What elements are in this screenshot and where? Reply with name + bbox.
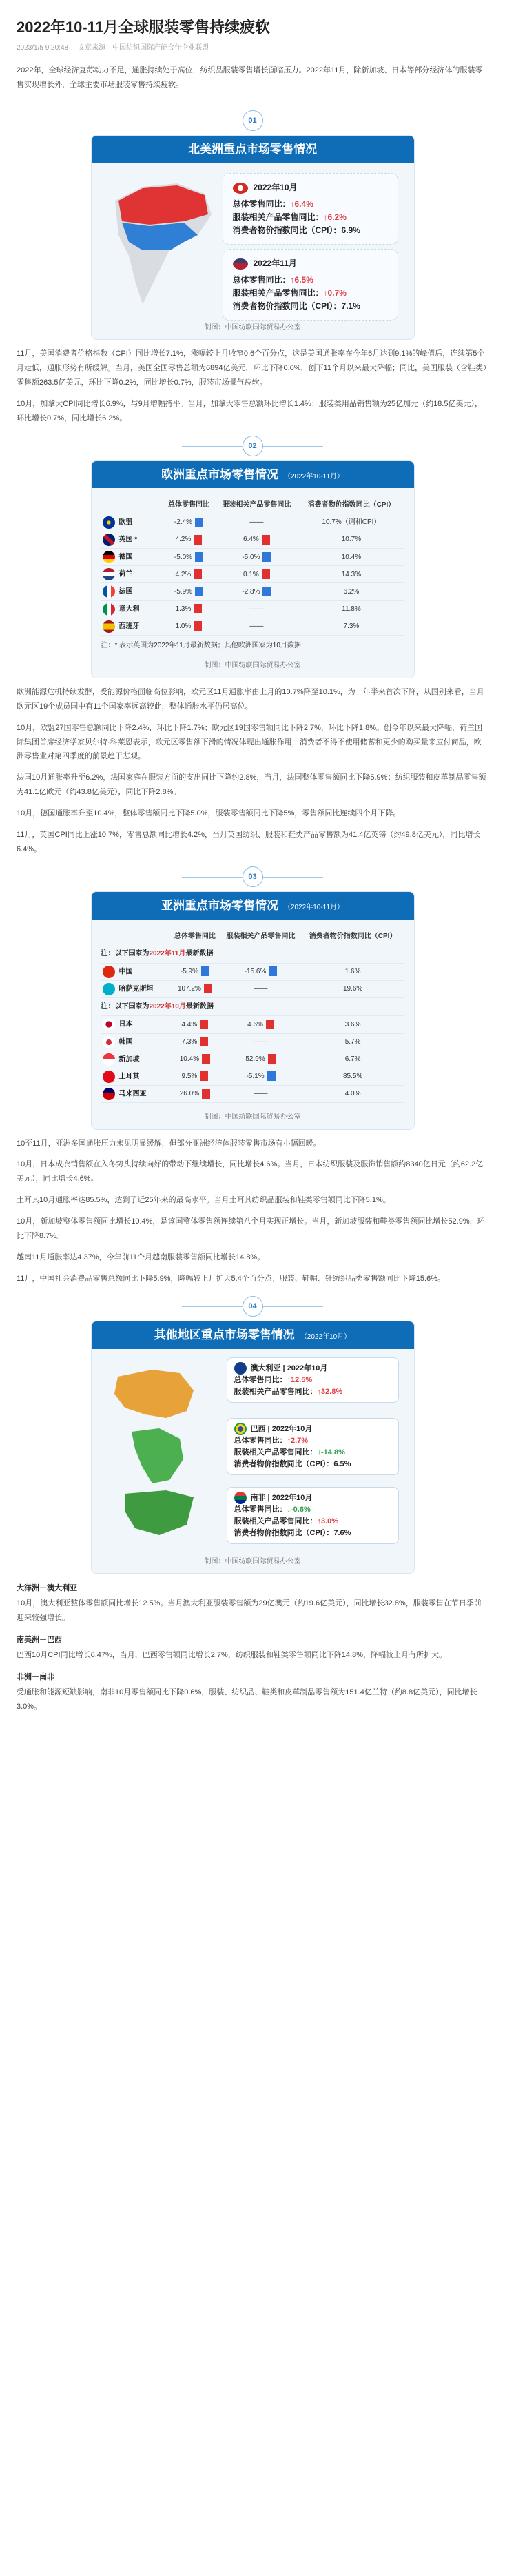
cell-cpi: 10.7%（调和CPI）: [322, 518, 381, 527]
article-source: 文章来源：中国纺织国际产能合作企业联盟: [78, 43, 209, 52]
article-lede: 2022年，全球经济复苏动力不足，通胀持续处于高位，纺织品服装零售增长面临压力。2022年11月，除新加坡、日本等部分经济体的服装零售实现增长外，全球主要市场服装零售持续疲软。: [17, 66, 483, 89]
asia-panel: 亚洲重点市场零售情况 （2022年10-11月） 总体零售同比 服装相关产品零售同比 消费者物价指数同比（CPI） 注：以下国家为2022年11月最新数据 中国 -5.9% -15.6% 1.6% 哈萨克斯坦 107.2% —— 19.6% 注：以下国家为2022年10月最新数据 日本 4.4% 4.6% 3.6% 韩国 7.3% —— 5.7% 新加坡 10.4% 52.9% 6.7% 土耳其 9.5% -5.1% 85.5% 马来西亚 26.0% —— 4.0% 制图：中国纺联国际贸易办公室: [91, 891, 415, 1130]
up-bar-icon: [194, 604, 202, 613]
australia-flag-icon: [234, 1362, 247, 1375]
up-bar-icon: [268, 1054, 276, 1064]
cell-apparel: -15.6%: [244, 967, 267, 975]
cell-apparel: ——: [254, 985, 268, 993]
country-flag-icon: [103, 1018, 115, 1031]
cell-cpi: 85.5%: [342, 1073, 363, 1081]
up-bar-icon: [266, 1020, 274, 1029]
paragraph: 10月，日本成衣销售额在入冬势头持续向好的带动下继续增长，同比增长4.6%。当月，日本纺织服装及服饰销售额约8340亿日元（约62.2亿美元），同比增长4.6%。: [17, 1160, 484, 1184]
up-bar-icon: [200, 1071, 208, 1081]
table-row: 哈萨克斯坦 107.2% —— 19.6%: [101, 980, 404, 997]
cell-total: 10.4%: [179, 1055, 200, 1063]
country-flag-icon: [103, 1053, 115, 1066]
country-flag-icon: [103, 966, 115, 978]
section-badge-01: 01: [17, 110, 488, 131]
down-bar-icon: [195, 587, 203, 596]
paragraph: 10月，欧盟27国零售总额同比下降2.4%，环比下降1.7%；欧元区19国零售额同比下降2.7%，环比下降1.8%。创今年以来最大降幅，荷兰国际集团首席经济学家贝尔特·科莱恩表示，欧元区零售额下滑的情况体现出通胀作用，消费者不得不使用储蓄和更少的购买量来应付商品，欧洲零售业对第四季度的前景趋于悲观。: [17, 723, 482, 761]
up-bar-icon: [200, 1020, 208, 1029]
table-row: 英国 * 4.2% 6.4% 10.7%: [101, 531, 404, 549]
paragraph: 11月，美国消费者价格指数（CPI）同比增长7.1%，涨幅较上月收窄0.6个百分点，这是美国通胀率在今年6月达到9.1%的峰值后，连续第5个月走低，通胀形势有所缓解。当月，美国全国零售总额为6894亿美元，环比下降0.6%，创下11个月以来最大降幅；同比，美国服装（含鞋类）零售额263.5亿美元，环比下降0.2%，同比增长0.7%，服装市场景气疲软。: [17, 349, 487, 387]
table-row: 法国 -5.9% -2.8% 6.2%: [101, 583, 404, 600]
paragraph: 11月，中国社会消费品零售总额同比下降5.9%，降幅较上月扩大5.4个百分点；服装、鞋帽、针纺织品类零售额同比下降15.6%。: [17, 1274, 445, 1283]
paragraph: 10月，新加坡整体零售额同比增长10.4%，是该国整体零售额连续第八个月实现正增长。当月，新加坡服装和鞋类零售额同比增长52.9%，环比下降8.7%。: [17, 1217, 485, 1241]
table-row: 日本 4.4% 4.6% 3.6%: [101, 1016, 404, 1033]
south-africa-flag-icon: [234, 1492, 247, 1504]
paragraph: 法国10月通胀率升至6.2%，法国家庭在服装方面的支出同比下降约2.8%，当月，法国整体零售额同比下降5.9%；纺织服装和皮革制品零售额为41.1亿欧元（约43.8亿美元），同比下降2.8%。: [17, 773, 486, 797]
cell-total: 26.0%: [179, 1090, 200, 1098]
paragraph: 10月，澳大利亚整体零售额同比增长12.5%。当月澳大利亚服装零售额为29亿澳元（约19.6亿美元），同比增长32.8%，服装零售在节日季前迎来较强增长。: [17, 1599, 482, 1623]
down-bar-icon: [195, 518, 203, 527]
chart-credit: 制图：中国纺联国际贸易办公室: [92, 322, 414, 340]
down-bar-icon: [269, 966, 277, 976]
paragraph: 11月，英国CPI同比上涨10.7%，零售总额同比增长4.2%，当月英国纺织、服装和鞋类产品零售额为41.4亿英镑（约49.8亿美元），同比增长6.4%。: [17, 831, 481, 853]
article-meta: [17, 38, 488, 59]
up-bar-icon: [194, 621, 202, 631]
country-flag-icon: [103, 585, 115, 598]
country-flag-icon: [103, 983, 115, 995]
europe-panel: 欧洲重点市场零售情况 （2022年10-11月） 总体零售同比 服装相关产品零售同比 消费者物价指数同比（CPI） 欧盟 -2.4% —— 10.7%（调和CPI） 英国 * 4.2% 6.4% 10.7% 德国 -5.0% -5.0% 10.4% 荷兰 4.2% 0.1% 14.3% 法国 -5.9% -2.8% 6.2% 意大利 1.3% —— 11.8% 西班牙 1.0% —— 7.3% 注：* 表示英国为2022年11月最新数据；其他欧洲国家为10月数据 制图：中国纺联国际贸易办公室: [91, 460, 415, 678]
cell-apparel: 0.1%: [243, 570, 259, 578]
section-badge-03: 03: [17, 866, 488, 887]
cell-cpi: 14.3%: [341, 570, 362, 578]
cell-cpi: 19.6%: [342, 985, 363, 993]
up-bar-icon: [194, 535, 202, 545]
panel-title: 北美洲重点市场零售情况: [92, 136, 414, 163]
cell-cpi: 11.8%: [342, 605, 361, 613]
cell-total: 1.0%: [175, 622, 192, 631]
cell-cpi: 7.3%: [343, 622, 360, 631]
paragraph: 受通胀和能源短缺影响，南非10月零售额同比下降0.6%，服装、纺织品、鞋类和皮革制品零售额为151.4亿兰特（约8.8亿美元），同比增长3.0%。: [17, 1688, 477, 1712]
section-badge-04: 04: [17, 1296, 488, 1317]
country-flag-icon: [103, 568, 115, 580]
cell-total: 4.2%: [175, 570, 192, 578]
country-flag-icon: [103, 1088, 115, 1100]
cell-cpi: 4.0%: [344, 1090, 361, 1098]
table-row: 土耳其 9.5% -5.1% 85.5%: [101, 1068, 404, 1085]
paragraph: 越南11月通胀率达4.37%，今年前11个月越南服装零售额同比增长14.8%。: [17, 1252, 265, 1261]
table-row: 马来西亚 26.0% —— 4.0%: [101, 1085, 404, 1102]
table-row: 韩国 7.3% —— 5.7%: [101, 1033, 404, 1051]
other-regions-panel: 其他地区重点市场零售情况 （2022年10月） 澳大利亚 | 2022年10月 总体零售同比：↑12.5% 服装相关产品零售同比：↑32.8% 巴西 | 2022年10月 总体零售同比：↑2.7% 服装相关产品零售同比：↓-14.8% 消费者物价指数同比（CPI）：6.5% 南非 | 2022年10月 总体零售同比：↓-0.6% 服装相关产品零售同比：↑3.0% 消费者物价指数同比（CPI）：7.6% 制图：中国纺联国际贸易办公室: [91, 1321, 415, 1574]
cell-cpi: 6.7%: [344, 1055, 361, 1063]
up-bar-icon: [262, 535, 270, 545]
brazil-card: 巴西 | 2022年10月 总体零售同比：↑2.7% 服装相关产品零售同比：↓-14.8% 消费者物价指数同比（CPI）：6.5%: [227, 1418, 399, 1476]
country-flag-icon: [103, 534, 115, 546]
paragraph: 欧洲能源危机持续发酵，受能源价格面临高位影响，欧元区11月通胀率由上月的10.7%降至10.1%，为一年半来首次下降，从国别来看，当月欧元区19个成员国中有11个国家率远高较此，整体通胀水平仍居高位。: [17, 687, 484, 711]
cell-total: 7.3%: [181, 1037, 198, 1046]
regions-map-icon: [104, 1363, 214, 1542]
table-row: 荷兰 4.2% 0.1% 14.3%: [101, 566, 404, 583]
cell-total: 4.2%: [175, 536, 192, 544]
canada-flag-icon: [233, 183, 248, 194]
usa-flag-icon: [233, 258, 248, 270]
cell-total: -2.4%: [174, 518, 193, 527]
brazil-flag-icon: [234, 1423, 247, 1435]
cell-cpi: 6.2%: [343, 587, 360, 596]
cell-total: -5.9%: [180, 967, 198, 975]
country-flag-icon: [103, 516, 115, 529]
region-heading: 南美洲－巴西: [17, 1636, 62, 1645]
up-bar-icon: [194, 569, 202, 579]
cell-cpi: 5.7%: [344, 1037, 361, 1046]
cell-total: 9.5%: [181, 1073, 198, 1081]
table-row: 西班牙 1.0% —— 7.3%: [101, 618, 404, 635]
paragraph: 10月，德国通胀率升至10.4%，整体零售额同比下降5.0%，服装零售额同比下降5%，零售额同比连续四个月下降。: [17, 809, 401, 818]
cell-apparel: ——: [249, 518, 264, 527]
paragraph: 巴西10月CPI同比增长6.47%，当月，巴西零售额同比增长2.7%，纺织服装和鞋类零售额同比下降14.8%，降幅较上月有所扩大。: [17, 1651, 447, 1660]
cell-apparel: -5.1%: [246, 1073, 265, 1081]
table-row: 意大利 1.3% —— 11.8%: [101, 600, 404, 618]
north-america-map-icon: [101, 173, 218, 311]
up-bar-icon: [200, 1037, 208, 1046]
down-bar-icon: [262, 587, 271, 596]
table-row: 新加坡 10.4% 52.9% 6.7%: [101, 1051, 404, 1068]
section-badge-02: 02: [17, 436, 488, 456]
up-bar-icon: [262, 569, 270, 579]
region-heading: 非洲－南非: [17, 1673, 54, 1682]
table-row: 中国 -5.9% -15.6% 1.6%: [101, 963, 404, 980]
table-note: 注：* 表示英国为2022年11月最新数据；其他欧洲国家为10月数据: [101, 641, 301, 649]
paragraph: 10月，加拿大CPI同比增长6.9%，与9月增幅持平。当月，加拿大零售总额环比增长1.4%；服装类用品销售额为25亿加元（约18.5亿美元），环比增长0.7%，同比增长6.2%。: [17, 399, 482, 423]
cell-total: 4.4%: [181, 1020, 198, 1028]
asia-tag-oct: 注：以下国家为2022年10月最新数据: [101, 997, 404, 1016]
cell-apparel: 6.4%: [243, 536, 259, 544]
cell-cpi: 10.7%: [341, 536, 362, 544]
cell-cpi: 10.4%: [341, 553, 362, 561]
asia-tag-nov: 注：以下国家为2022年11月最新数据: [101, 945, 404, 963]
country-flag-icon: [103, 1036, 115, 1048]
asia-table: 总体零售同比 服装相关产品零售同比 消费者物价指数同比（CPI） 注：以下国家为2022年11月最新数据 中国 -5.9% -15.6% 1.6% 哈萨克斯坦 107.2% —— 19.6% 注：以下国家为2022年10月最新数据 日本 4.4% 4.6% 3.6% 韩国 7.3% —— 5.7% 新加坡 10.4% 52.9% 6.7% 土耳其 9.5% -5.1% 85.5% 马来西亚 26.0% —— 4.0%: [101, 928, 404, 1103]
down-bar-icon: [201, 966, 209, 976]
usa-card: 2022年11月 总体零售同比：↑6.5% 服装相关产品零售同比：↑0.7% 消费者物价指数同比（CPI）：7.1%: [223, 249, 398, 321]
region-heading: 大洋洲－澳大利亚: [17, 1584, 77, 1593]
cell-cpi: 3.6%: [344, 1020, 361, 1028]
country-flag-icon: [103, 551, 115, 563]
cell-total: -5.0%: [174, 553, 193, 561]
up-bar-icon: [202, 1089, 210, 1099]
canada-card: 2022年10月 总体零售同比：↑6.4% 服装相关产品零售同比：↑6.2% 消费者物价指数同比（CPI）：6.9%: [223, 173, 398, 245]
cell-total: -5.9%: [174, 587, 193, 596]
up-bar-icon: [204, 984, 212, 993]
cell-total: 107.2%: [177, 985, 201, 993]
table-row: 欧盟 -2.4% —— 10.7%（调和CPI）: [101, 514, 404, 531]
europe-table: 总体零售同比 服装相关产品零售同比 消费者物价指数同比（CPI） 欧盟 -2.4% —— 10.7%（调和CPI） 英国 * 4.2% 6.4% 10.7% 德国 -5.0% -5.0% 10.4% 荷兰 4.2% 0.1% 14.3% 法国 -5.9% -2.8% 6.2% 意大利 1.3% —— 11.8% 西班牙 1.0% —— 7.3%: [101, 496, 404, 635]
cell-apparel: -2.8%: [242, 587, 260, 596]
publish-date: 2023/1/5 9:20:48: [17, 43, 69, 52]
cell-total: 1.3%: [175, 605, 192, 613]
cell-apparel: 4.6%: [247, 1020, 263, 1028]
down-bar-icon: [262, 552, 271, 562]
cell-apparel: ——: [249, 622, 264, 631]
cell-cpi: 1.6%: [344, 967, 361, 975]
country-flag-icon: [103, 620, 115, 633]
up-bar-icon: [202, 1054, 210, 1064]
australia-card: 澳大利亚 | 2022年10月 总体零售同比：↑12.5% 服装相关产品零售同比：↑32.8%: [227, 1357, 399, 1403]
table-row: 德国 -5.0% -5.0% 10.4%: [101, 549, 404, 566]
cell-apparel: ——: [254, 1090, 268, 1098]
article-title: 2022年10-11月全球服装零售持续疲软: [17, 19, 270, 36]
country-flag-icon: [103, 603, 115, 616]
cell-apparel: -5.0%: [242, 553, 260, 561]
country-flag-icon: [103, 1071, 115, 1083]
paragraph: 土耳其10月通胀率达85.5%，达到了近25年来的最高水平。当月土耳其纺织品服装和鞋类零售额同比下降5.1%。: [17, 1196, 391, 1205]
down-bar-icon: [195, 552, 203, 562]
cell-apparel: ——: [249, 605, 264, 613]
north-america-panel: [91, 135, 415, 340]
cell-apparel: 52.9%: [245, 1055, 265, 1063]
paragraph: 10至11月，亚洲多国通胀压力未见明显缓解，但部分亚洲经济体服装零售市场有小幅回暖。: [17, 1139, 321, 1148]
cell-apparel: ——: [254, 1037, 268, 1046]
down-bar-icon: [267, 1071, 276, 1081]
south-africa-card: 南非 | 2022年10月 总体零售同比：↓-0.6% 服装相关产品零售同比：↑3.0% 消费者物价指数同比（CPI）：7.6%: [227, 1487, 399, 1545]
